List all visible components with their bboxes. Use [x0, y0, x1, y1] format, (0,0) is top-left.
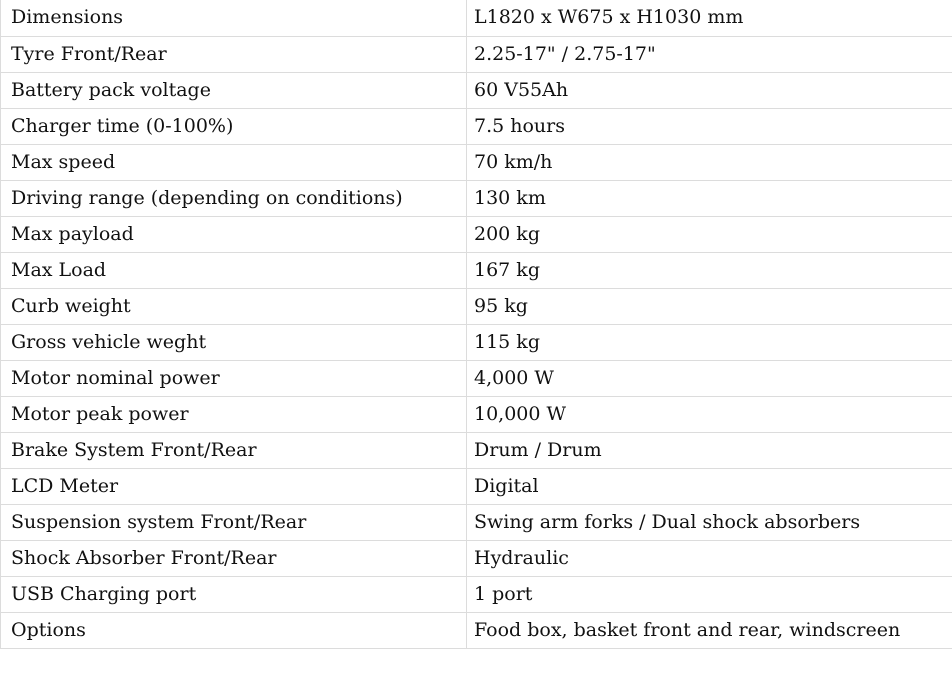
spec-label: Charger time (0-100%) — [1, 108, 467, 144]
spec-label: Motor peak power — [1, 396, 467, 432]
spec-label: Shock Absorber Front/Rear — [1, 540, 467, 576]
spec-label: Max Load — [1, 252, 467, 288]
table-row — [1, 576, 952, 612]
spec-value: 200 kg — [467, 216, 952, 252]
spec-value: 130 km — [467, 180, 952, 216]
table-row — [1, 360, 952, 396]
table-row — [1, 36, 952, 72]
table-row — [1, 612, 952, 648]
table-row — [1, 144, 952, 180]
spec-value: 95 kg — [467, 288, 952, 324]
table-row — [1, 540, 952, 576]
spec-value: 4,000 W — [467, 360, 952, 396]
spec-value: 70 km/h — [467, 144, 952, 180]
table-row — [1, 252, 952, 288]
specifications-table-body — [1, 0, 952, 648]
table-row — [1, 504, 952, 540]
spec-value: 167 kg — [467, 252, 952, 288]
spec-value: 115 kg — [467, 324, 952, 360]
spec-value: Digital — [467, 468, 952, 504]
spec-label: Battery pack voltage — [1, 72, 467, 108]
table-row — [1, 432, 952, 468]
spec-label: Tyre Front/Rear — [1, 36, 467, 72]
spec-value: 1 port — [467, 576, 952, 612]
spec-label: Motor nominal power — [1, 360, 467, 396]
table-row — [1, 108, 952, 144]
table-row — [1, 468, 952, 504]
spec-label: Max payload — [1, 216, 467, 252]
spec-label: Driving range (depending on conditions) — [1, 180, 467, 216]
table-row — [1, 72, 952, 108]
spec-label: Dimensions — [1, 0, 467, 36]
table-row — [1, 324, 952, 360]
spec-value: Swing arm forks / Dual shock absorbers — [467, 504, 952, 540]
spec-value: 60 V55Ah — [467, 72, 952, 108]
spec-value: Drum / Drum — [467, 432, 952, 468]
spec-label: Max speed — [1, 144, 467, 180]
spec-value: 10,000 W — [467, 396, 952, 432]
spec-value: 7.5 hours — [467, 108, 952, 144]
table-row — [1, 396, 952, 432]
spec-label: Brake System Front/Rear — [1, 432, 467, 468]
table-row — [1, 288, 952, 324]
table-row — [1, 0, 952, 36]
spec-value: Hydraulic — [467, 540, 952, 576]
table-row — [1, 216, 952, 252]
spec-label: Gross vehicle weght — [1, 324, 467, 360]
spec-label: Suspension system Front/Rear — [1, 504, 467, 540]
spec-value: 2.25-17" / 2.75-17" — [467, 36, 952, 72]
spec-label: LCD Meter — [1, 468, 467, 504]
table-row — [1, 180, 952, 216]
spec-value: Food box, basket front and rear, windscreen — [467, 612, 952, 648]
spec-value: L1820 x W675 x H1030 mm — [467, 0, 952, 36]
spec-label: Options — [1, 612, 467, 648]
spec-label: Curb weight — [1, 288, 467, 324]
spec-label: USB Charging port — [1, 576, 467, 612]
